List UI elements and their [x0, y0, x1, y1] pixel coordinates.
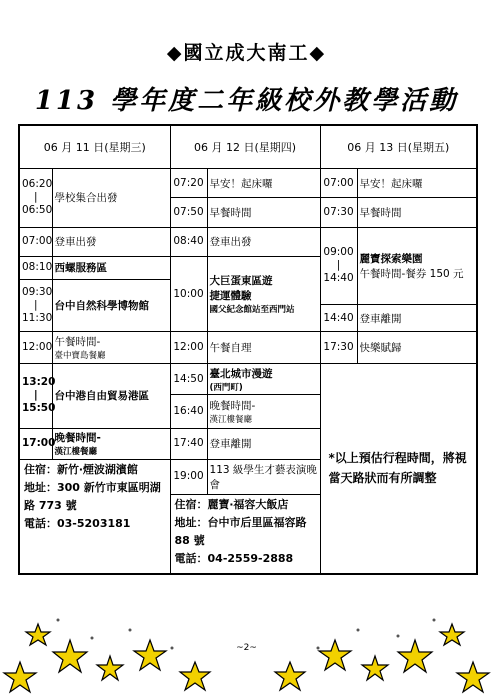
event-title: 113 學年度二年級校外教學活動 — [34, 86, 459, 116]
star-icon — [440, 624, 464, 645]
d3-r1-time: 07:00 — [320, 168, 357, 197]
d2-r2-time: 07:50 — [170, 198, 207, 227]
d3-r3-act-sub: 午餐時間-餐券 150 元 — [359, 267, 464, 280]
d1-r5-act-title: 午餐時間- — [54, 336, 101, 349]
d1-r2-act: 登車出發 — [52, 227, 170, 256]
d2-r6-act — [207, 363, 320, 394]
star-icon — [4, 662, 36, 692]
d2-r5-act: 午餐自理 — [207, 332, 320, 363]
star-icon — [362, 656, 388, 680]
schedule-table — [18, 124, 478, 575]
school-title: ◆國立成大南工◆ — [166, 42, 327, 64]
d1-r3-act: 西螺服務區 — [52, 256, 170, 279]
dot-icon — [129, 629, 132, 632]
d2-r5-time: 12:00 — [170, 332, 207, 363]
d3-r1-act: 早安！起床囉 — [357, 168, 477, 197]
d3-r3-time-text: 09:00 | 14:40 — [323, 246, 354, 285]
d1-r7-act-title: 晚餐時間- — [54, 432, 101, 445]
d1-r3-time: 08:10 — [19, 256, 52, 279]
d1-r1-time-text: 06:20 | 06:50 — [22, 178, 53, 217]
d2-r3-time: 08:40 — [170, 227, 207, 256]
d2-r6-act-sub: (西門町) — [209, 382, 243, 393]
d2-r9-time: 19:00 — [170, 460, 207, 495]
d1-hotel — [19, 460, 170, 574]
d2-r8-act: 登車離開 — [207, 428, 320, 459]
d1-r5-act — [52, 332, 170, 363]
page-number: ~2~ — [236, 643, 257, 653]
d1-r6-time — [19, 363, 56, 428]
day3-date: 06 月 13 日(星期五) — [320, 125, 477, 168]
star-icon — [457, 662, 489, 692]
star-icon — [275, 662, 305, 690]
d3-r4-act: 登車離開 — [357, 305, 477, 332]
d2-r9-act: 113 級學生才藝表演晚會 — [207, 460, 320, 495]
d2-r7-act-sub: 漢江樓餐廳 — [209, 414, 253, 425]
d2-r3-act: 登車出發 — [207, 227, 320, 256]
d1-r4-time — [19, 280, 52, 332]
d1-r7-act-sub: 漢江樓餐廳 — [54, 447, 98, 458]
d3-r2-act: 早餐時間 — [357, 198, 477, 227]
d2-r7-act — [207, 395, 320, 429]
d1-r4-time-text: 09:30 | 11:30 — [22, 286, 53, 325]
d2-hotel — [170, 494, 320, 574]
d2-r1-time: 07:20 — [170, 168, 207, 197]
d2-r4-time: 10:00 — [170, 256, 207, 331]
d2-r1-act: 早安！起床囉 — [207, 168, 320, 197]
dot-icon — [397, 635, 400, 638]
d1-r2-time: 07:00 — [19, 227, 52, 256]
d1-r7-act — [52, 428, 170, 459]
d2-r8-time: 17:40 — [170, 428, 207, 459]
d1-r7-time: 17:00 — [19, 428, 52, 459]
d3-r4-time: 14:40 — [320, 305, 357, 332]
schedule-note: *以上預估行程時間，將視當天路狀而有所調整 — [328, 451, 467, 486]
d1-hotel-text: 住宿：新竹‧煙波湖濱館 地址：300 新竹市東區明湖路 773 號 電話：03-5203181 — [24, 463, 161, 531]
d3-r3-act — [357, 227, 477, 305]
d1-r4-act: 台中自然科學博物館 — [52, 280, 170, 332]
dot-icon — [433, 619, 436, 622]
star-icons — [4, 624, 489, 692]
day2-date: 06 月 12 日(星期四) — [170, 125, 320, 168]
d3-r2-time: 07:30 — [320, 198, 357, 227]
d2-r2-act: 早餐時間 — [207, 198, 320, 227]
d1-r1-time — [19, 168, 52, 227]
dot-icon — [91, 637, 94, 640]
dot-icon — [57, 619, 60, 622]
d2-r7-time: 16:40 — [170, 395, 207, 429]
d2-r6-time: 14:50 — [170, 363, 207, 394]
d3-r5-act: 快樂賦歸 — [357, 332, 477, 363]
day1-date: 06 月 11 日(星期三) — [19, 125, 170, 168]
star-icon — [97, 656, 123, 680]
d1-r1-act: 學校集合出發 — [52, 168, 170, 227]
d1-r5-time: 12:00 — [19, 332, 52, 363]
d2-r6-act-title: 臺北城市漫遊 — [209, 367, 273, 380]
d2-r7-act-title: 晚餐時間- — [209, 399, 256, 412]
star-icon — [180, 662, 210, 690]
d3-r3-act-title: 麗寶探索樂園 — [359, 252, 423, 265]
d3-r5-time: 17:30 — [320, 332, 357, 363]
d1-r6-time-text: 13:20 | 15:50 — [22, 376, 56, 415]
d1-r6-act: 台中港自由貿易港區 — [52, 363, 170, 428]
d2-r4-act-title: 大巨蛋東區遊 捷運體驗 — [209, 275, 273, 303]
d2-r4-act — [207, 256, 320, 331]
date-header-row — [19, 125, 477, 168]
d2-hotel-text: 住宿：麗寶‧福容大飯店 地址：台中市后里區福容路 88 號 電話：04-2559-2888 — [174, 497, 307, 565]
d2-r4-act-sub: 國父紀念館站至西門站 — [209, 305, 295, 316]
dot-icon — [357, 629, 360, 632]
star-icon — [26, 624, 50, 645]
d3-r3-time — [320, 227, 357, 305]
d3-note-cell — [320, 363, 477, 574]
d1-r5-act-sub: 臺中寶島餐廳 — [54, 351, 106, 362]
